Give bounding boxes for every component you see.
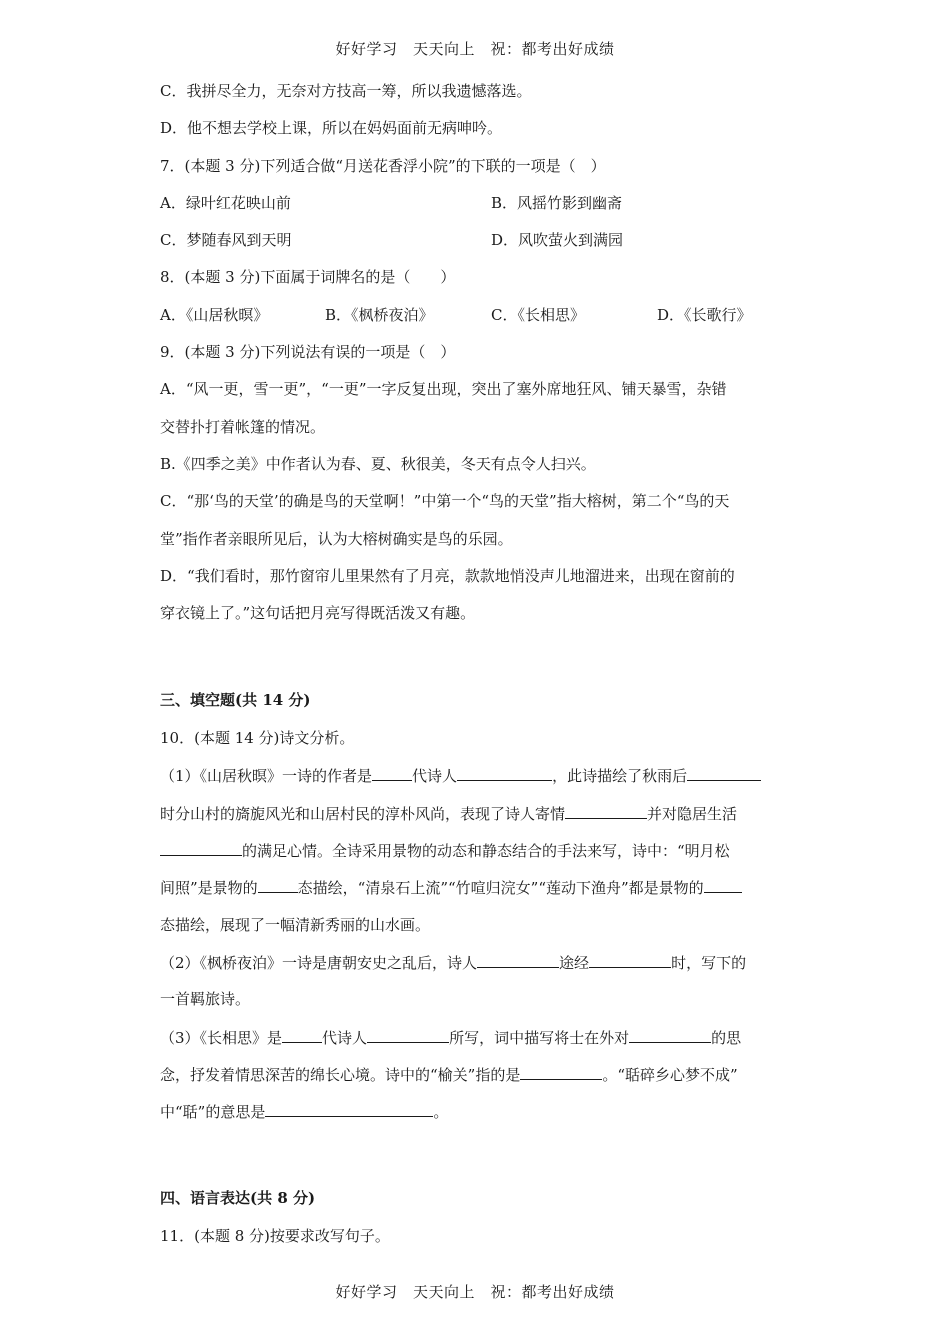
page-footer: 好好学习 天天向上 祝：都考出好成绩: [335, 1283, 615, 1301]
answer-blank[interactable]: [477, 952, 559, 968]
q9-option-a-line2: 交替扑打着帐篷的情况。: [160, 418, 326, 436]
text-segment: 的满足心情。全诗采用景物的动态和静态结合的手法来写，诗中：“明月松: [242, 842, 730, 860]
q10-part1-line2: [160, 803, 800, 824]
text-segment: 的思: [711, 1029, 742, 1047]
text-segment: （1）《山居秋暝》一诗的作者是: [160, 767, 373, 785]
answer-blank[interactable]: [457, 765, 552, 781]
text-segment: 途经: [559, 954, 590, 972]
q8-option-b: B．《枫桥夜泊》: [325, 306, 434, 324]
q8-option-d: D．《长歌行》: [657, 306, 752, 324]
answer-blank[interactable]: [258, 877, 298, 893]
text-segment: 中“聒”的意思是: [160, 1103, 266, 1121]
q10-part3-line1: [160, 1027, 800, 1048]
section-4-title: 四、语言表达(共 8 分): [160, 1189, 316, 1207]
answer-blank[interactable]: [367, 1027, 449, 1043]
answer-blank[interactable]: [589, 952, 671, 968]
q7-option-b: B．风摇竹影到幽斋: [491, 194, 623, 212]
text-segment: ，此诗描绘了秋雨后: [552, 767, 688, 785]
text-segment: 。“聒碎乡心梦不成”: [602, 1066, 738, 1084]
q7-stem: 7．(本题 3 分)下列适合做“月送花香浮小院”的下联的一项是（ ）: [160, 157, 606, 175]
q11-stem: 11．(本题 8 分)按要求改写句子。: [160, 1227, 390, 1245]
q9-option-a-line1: A．“风一更，雪一更”，“一更”一字反复出现，突出了塞外席地狂风、铺天暴雪，杂错: [160, 380, 727, 398]
q8-stem: 8．(本题 3 分)下面属于词牌名的是（ ）: [160, 268, 456, 286]
q9-option-c-line2: 堂”指作者亲眼所见后，认为大榕树确实是鸟的乐园。: [160, 530, 513, 548]
text-segment: 。: [433, 1103, 449, 1121]
q10-part3-line3: [160, 1101, 800, 1122]
text-segment: 代诗人: [322, 1029, 368, 1047]
q6-option-d: D．他不想去学校上课，所以在妈妈面前无病呻吟。: [160, 119, 503, 137]
q10-part1-line1: [160, 765, 800, 786]
text-segment: 并对隐居生活: [647, 805, 738, 823]
q10-part2-line2: 一首羁旅诗。: [160, 990, 251, 1008]
answer-blank[interactable]: [160, 840, 242, 856]
text-segment: 所写，词中描写将士在外对: [449, 1029, 630, 1047]
answer-blank[interactable]: [687, 765, 761, 781]
text-segment: 态描绘，“清泉石上流”“竹喧归浣女”“莲动下渔舟”都是景物的: [297, 879, 704, 897]
text-segment: （3）《长相思》是: [160, 1029, 283, 1047]
text-segment: 时分山村的旖旎风光和山居村民的淳朴风尚，表现了诗人寄情: [160, 805, 566, 823]
q7-option-c: C．梦随春风到天明: [160, 231, 292, 249]
q6-option-c: C．我拼尽全力，无奈对方技高一筹，所以我遗憾落选。: [160, 82, 532, 100]
answer-blank[interactable]: [520, 1064, 602, 1080]
q9-option-c-line1: C．“那‘鸟的天堂’的确是鸟的天堂啊！”中第一个“鸟的天堂”指大榕树，第二个“鸟的天: [160, 492, 730, 510]
answer-blank[interactable]: [629, 1027, 711, 1043]
answer-blank[interactable]: [565, 803, 647, 819]
q7-option-d: D．风吹萤火到满园: [491, 231, 624, 249]
answer-blank[interactable]: [704, 877, 742, 893]
q10-part1-line3: [160, 840, 800, 861]
q7-option-a: A．绿叶红花映山前: [160, 194, 291, 212]
text-segment: 时，写下的: [671, 954, 747, 972]
text-segment: 念，抒发着情思深苦的绵长心境。诗中的“榆关”指的是: [160, 1066, 521, 1084]
q9-option-d-line2: 穿衣镜上了。”这句话把月亮写得既活泼又有趣。: [160, 604, 476, 622]
q10-part2-line1: [160, 952, 800, 973]
q10-part1-line5: 态描绘，展现了一幅清新秀丽的山水画。: [160, 916, 431, 934]
answer-blank[interactable]: [265, 1101, 433, 1117]
q10-part1-line4: [160, 877, 800, 898]
text-segment: 代诗人: [412, 767, 458, 785]
q10-stem: 10．(本题 14 分)诗文分析。: [160, 729, 355, 747]
q9-option-d-line1: D．“我们看时，那竹窗帘儿里果然有了月亮，款款地悄没声儿地溜进来，出现在窗前的: [160, 567, 735, 585]
q8-option-a: A．《山居秋暝》: [160, 306, 269, 324]
section-3-title: 三、填空题(共 14 分): [160, 691, 311, 709]
q9-stem: 9．(本题 3 分)下列说法有误的一项是（ ）: [160, 343, 456, 361]
q10-part3-line2: [160, 1064, 800, 1085]
page-header: 好好学习 天天向上 祝：都考出好成绩: [335, 40, 615, 58]
text-segment: （2）《枫桥夜泊》一诗是唐朝安史之乱后，诗人: [160, 954, 478, 972]
answer-blank[interactable]: [282, 1027, 322, 1043]
text-segment: 间照”是景物的: [160, 879, 258, 897]
q8-option-c: C．《长相思》: [491, 306, 585, 324]
answer-blank[interactable]: [372, 765, 412, 781]
q9-option-b: B.《四季之美》中作者认为春、夏、秋很美，冬天有点令人扫兴。: [160, 455, 596, 473]
